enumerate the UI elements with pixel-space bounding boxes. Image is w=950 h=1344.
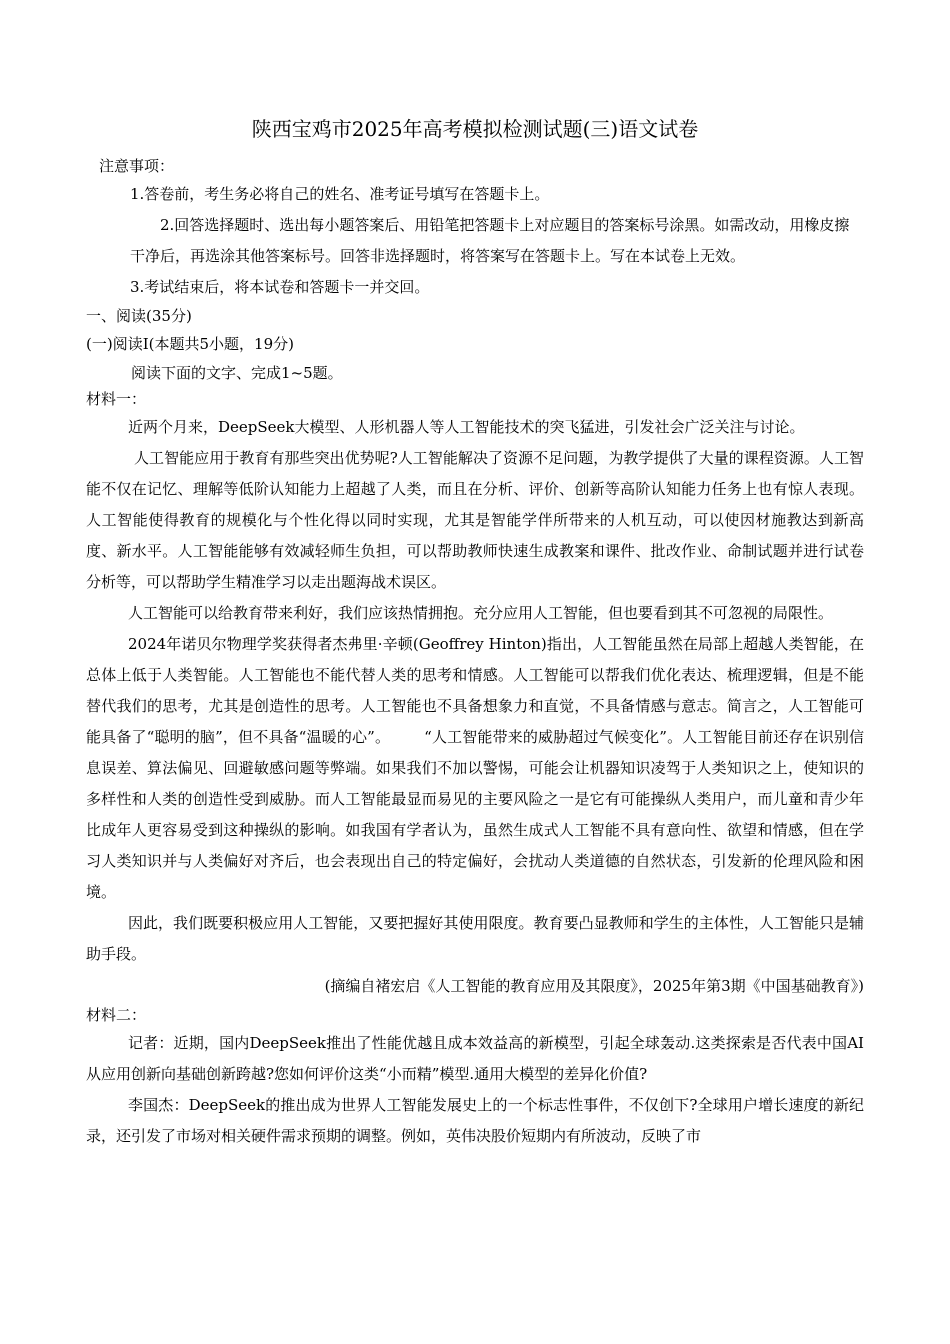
material-1-paragraph: 人工智能应用于教育有那些突出优势呢?人工智能解决了资源不足问题，为教学提供了大量的课程资源。人工智能不仅在记忆、理解等低阶认知能力上超越了人类，而且在分析、评价、创新等高阶认知能力任务上也有惊人表现。人工智能使得教育的规模化与个性化得以同时实现，尤其是智能学伴所带来的人机互动，可以使因材施教达到新高度、新水平。人工智能能够有效减轻师生负担，可以帮助教师快速生成教案和课件、批改作业、命制试题并进行试卷分析等，可以帮助学生精准学习以走出题海战术误区。: [86, 449, 864, 591]
material-1-label: 材料一：: [86, 390, 147, 408]
material-1-paragraph: 因此，我们既要积极应用人工智能，又要把握好其使用限度。教育要凸显教师和学生的主体性，人工智能只是辅助手段。: [86, 914, 864, 963]
notice-item-2: 2.回答选择题时、选出每小题答案后、用铅笔把答题卡上对应题目的答案标号涂黑。如需改动，用橡皮擦干净后，再选涂其他答案标号。回答非选择题时，将答案写在答题卡上。写在本试卷上无效。: [130, 216, 850, 265]
material-1-paragraph: 近两个月来，DeepSeek大模型、人形机器人等人工智能技术的突飞猛进，引发社会广泛关注与讨论。: [128, 418, 805, 436]
document-title: 陕西宝鸡市2025年高考模拟检测试题(三)语文试卷: [251, 117, 699, 141]
material-2-label: 材料二：: [86, 1006, 147, 1024]
notice-item-3: 3.考试结束后，将本试卷和答题卡一并交回。: [130, 278, 430, 296]
section-heading: 一、阅读(35分): [86, 307, 192, 325]
material-1-paragraph: 人工智能可以给教育带来利好，我们应该热情拥抱。充分应用人工智能，但也要看到其不可忽视的局限性。: [128, 604, 834, 622]
material-1-paragraph: [86, 629, 864, 908]
reading-instruction: 阅读下面的文字、完成1~5题。: [131, 364, 343, 382]
section-subheading: (一)阅读Ⅰ(本题共5小题，19分): [86, 335, 294, 353]
material-1-paragraph-text: 2024年诺贝尔物理学奖获得者杰弗里·辛顿(Geoffrey Hinton)指出，人工智能虽然在局部上超越人类智能，在总体上低于人类智能。人工智能也不能代替人类的思考和情感。人工智能可以帮我们优化表达、梳理逻辑，但是不能替代我们的思考，尤其是创造性的思考。人工智能也不具备想象力和直觉，不具备情感与意志。简言之，人工智能可能具备了“聪明的脑”，但不具备“温暖的心”。: [86, 635, 864, 746]
material-2-paragraph: 李国杰：DeepSeek的推出成为世界人工智能发展史上的一个标志性事件，不仅创下?全球用户增长速度的新纪录，还引发了市场对相关硬件需求预期的调整。例如，英伟决股价短期内有所波动，反映了市: [86, 1096, 864, 1145]
material-1-source: (摘编自褚宏启《人工智能的教育应用及其限度》，2025年第3期《中国基础教育》): [324, 977, 864, 995]
notice-item-1: 1.答卷前，考生务必将自己的姓名、准考证号填写在答题卡上。: [130, 185, 550, 203]
notice-heading: 注意事项：: [99, 157, 175, 175]
material-2-paragraph: 记者：近期，国内DeepSeek推出了性能优越且成本效益高的新模型，引起全球轰动.这类探索是否代表中国AI从应用创新向基础创新跨越?您如何评价这类“小而精”模型.通用大模型的差异化价值?: [86, 1034, 864, 1083]
material-1-paragraph-text: “人工智能带来的威胁超过气候变化”。人工智能目前还存在识别信息误差、算法偏见、回避敏感问题等弊端。如果我们不加以警惕，可能会让机器知识凌驾于人类知识之上，使知识的多样性和人类的创造性受到威胁。而人工智能最显而易见的主要风险之一是它有可能操纵人类用户，而儿童和青少年比成年人更容易受到这种操纵的影响。如我国有学者认为，虽然生成式人工智能不具有意向性、欲望和情感，但在学习人类知识并与人类偏好对齐后，也会表现出自己的特定偏好，会扰动人类道德的自然状态，引发新的伦理风险和困境。: [86, 728, 864, 901]
